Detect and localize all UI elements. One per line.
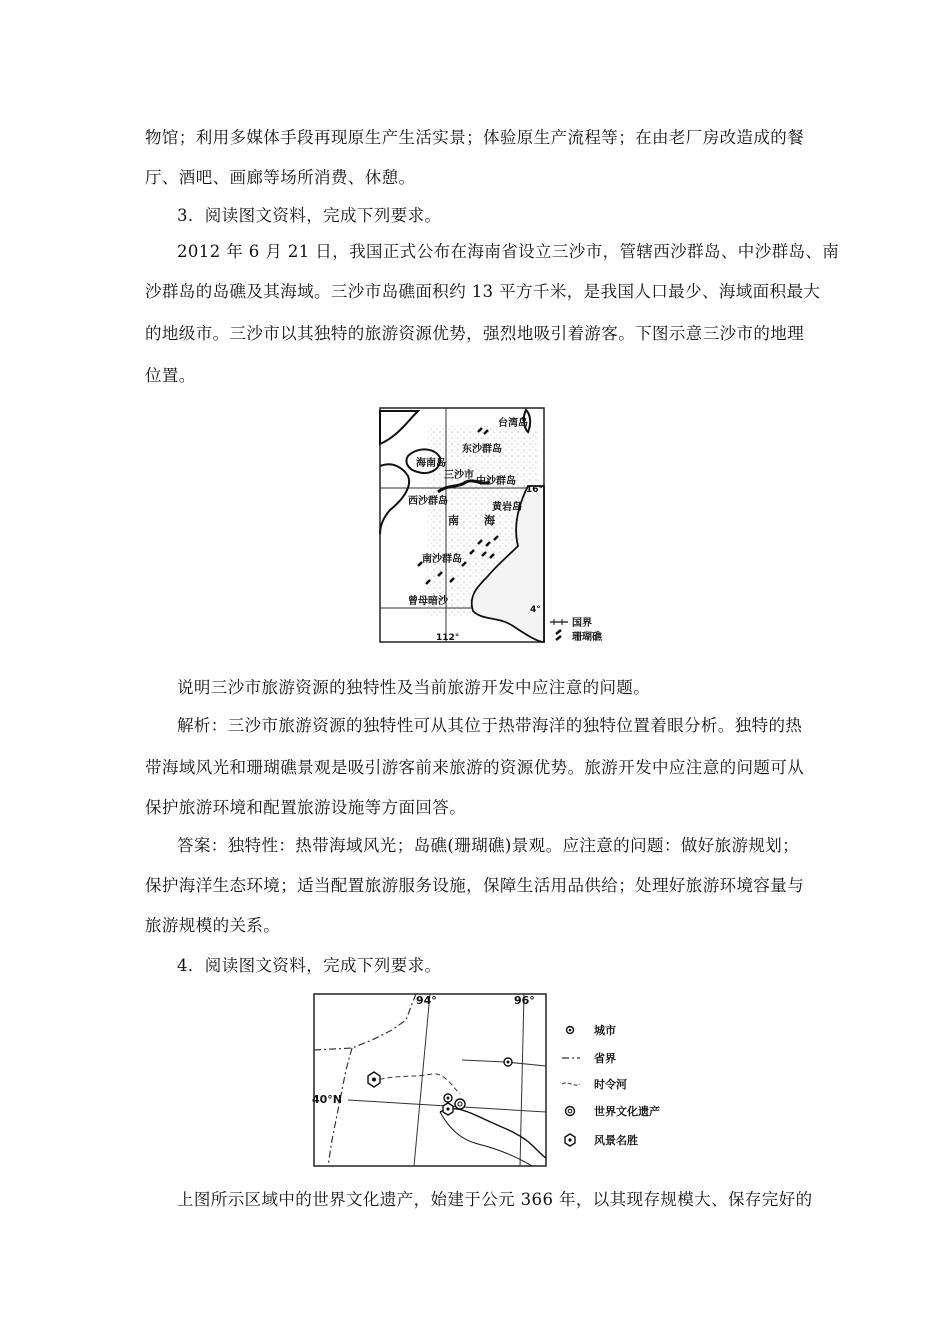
legend-city-icon [567,1027,574,1034]
label-sansha: 三沙市 [444,470,474,481]
question-3-prompt: 说明三沙市旅游资源的独特性及当前旅游开发中应注意的问题。 [177,678,651,697]
reef-legend-icon [556,630,561,640]
analysis-line: 保护旅游环境和配置旅游设施等方面回答。 [145,798,467,817]
city-icon [444,1094,452,1102]
answer-line: 保护海洋生态环境；适当配置旅游服务设施，保障生活用品供给；处理好旅游环境容量与 [145,876,805,895]
legend-heritage-icon [566,1107,575,1116]
sansha-map [378,406,628,646]
legend-reef-label: 珊瑚礁 [572,632,602,643]
label-taiwan: 台湾岛 [498,418,528,429]
label-nan: 南 [448,514,459,527]
label-lat40: 40°N [312,1093,343,1106]
label-zengmu: 曾母暗沙 [408,596,448,607]
region-map-figure [312,990,712,1170]
paragraph-line: 的地级市。三沙市以其独特的旅游资源优势，强烈地吸引着游客。下图示意三沙市的地理 [145,324,805,343]
label-huangyan: 黄岩岛 [492,502,522,513]
label-dongsha: 东沙群岛 [462,444,502,455]
paragraph-line: 上图所示区域中的世界文化遗产，始建于公元 366 年，以其现存规模大、保存完好的 [177,1190,813,1209]
heritage-site-icon [455,1099,465,1109]
legend-city-label: 城市 [594,1024,616,1037]
label-lat16: 16° [526,485,544,495]
region-map [312,990,712,1170]
answer-line: 旅游规模的关系。 [145,916,281,935]
paragraph-line: 位置。 [145,366,196,385]
analysis-line: 解析：三沙市旅游资源的独特性可从其位于热带海洋的独特位置着眼分析。独特的热 [177,716,803,735]
label-lon112: 112° [436,633,460,643]
map-frame [314,994,546,1166]
analysis-line: 带海域风光和珊瑚礁景观是吸引游客前来旅游的资源优势。旅游开发中应注意的问题可从 [145,758,805,777]
label-hainan: 海南岛 [416,458,446,469]
paragraph-line: 沙群岛的岛礁及其海域。三沙市岛礁面积约 13 平方千米，是我国人口最少、海域面积最大 [145,282,821,301]
legend-river-icon [562,1083,580,1085]
question-4-title: 4．阅读图文资料，完成下列要求。 [177,956,442,975]
paragraph-line: 厅、酒吧、画廊等场所消费、休憩。 [145,168,416,187]
label-nansha: 南沙群岛 [422,554,462,565]
legend-heritage-label: 世界文化遗产 [594,1105,660,1118]
answer-line: 答案：独特性：热带海域风光；岛礁(珊瑚礁)景观。应注意的问题：做好旅游规划； [177,836,800,855]
paragraph-line: 物馆；利用多媒体手段再现原生产生活实景；体验原生产流程等；在由老厂房改造成的餐 [145,128,805,147]
scenic-spot-icon [368,1072,380,1087]
label-lon94: 94° [416,994,437,1007]
label-lat4: 4° [530,605,541,615]
legend-scenic-icon [565,1134,575,1146]
legend-border-label: 国界 [572,618,592,629]
border-legend-icon [550,619,568,625]
label-zhongsha: 中沙群岛 [476,476,516,487]
label-xisha: 西沙群岛 [408,496,448,507]
sansha-map-figure [378,406,628,646]
question-3-title: 3．阅读图文资料，完成下列要求。 [177,206,442,225]
legend-province-label: 省界 [594,1052,616,1065]
legend-scenic-label: 风景名胜 [594,1134,638,1147]
city-icon [504,1058,512,1066]
legend-river-label: 时令河 [594,1078,627,1091]
label-hai: 海 [484,514,495,527]
label-lon96: 96° [514,994,535,1007]
scenic-spot-icon [443,1103,453,1115]
paragraph-line: 2012 年 6 月 21 日，我国正式公布在海南省设立三沙市，管辖西沙群岛、中沙群岛、南 [177,242,840,261]
